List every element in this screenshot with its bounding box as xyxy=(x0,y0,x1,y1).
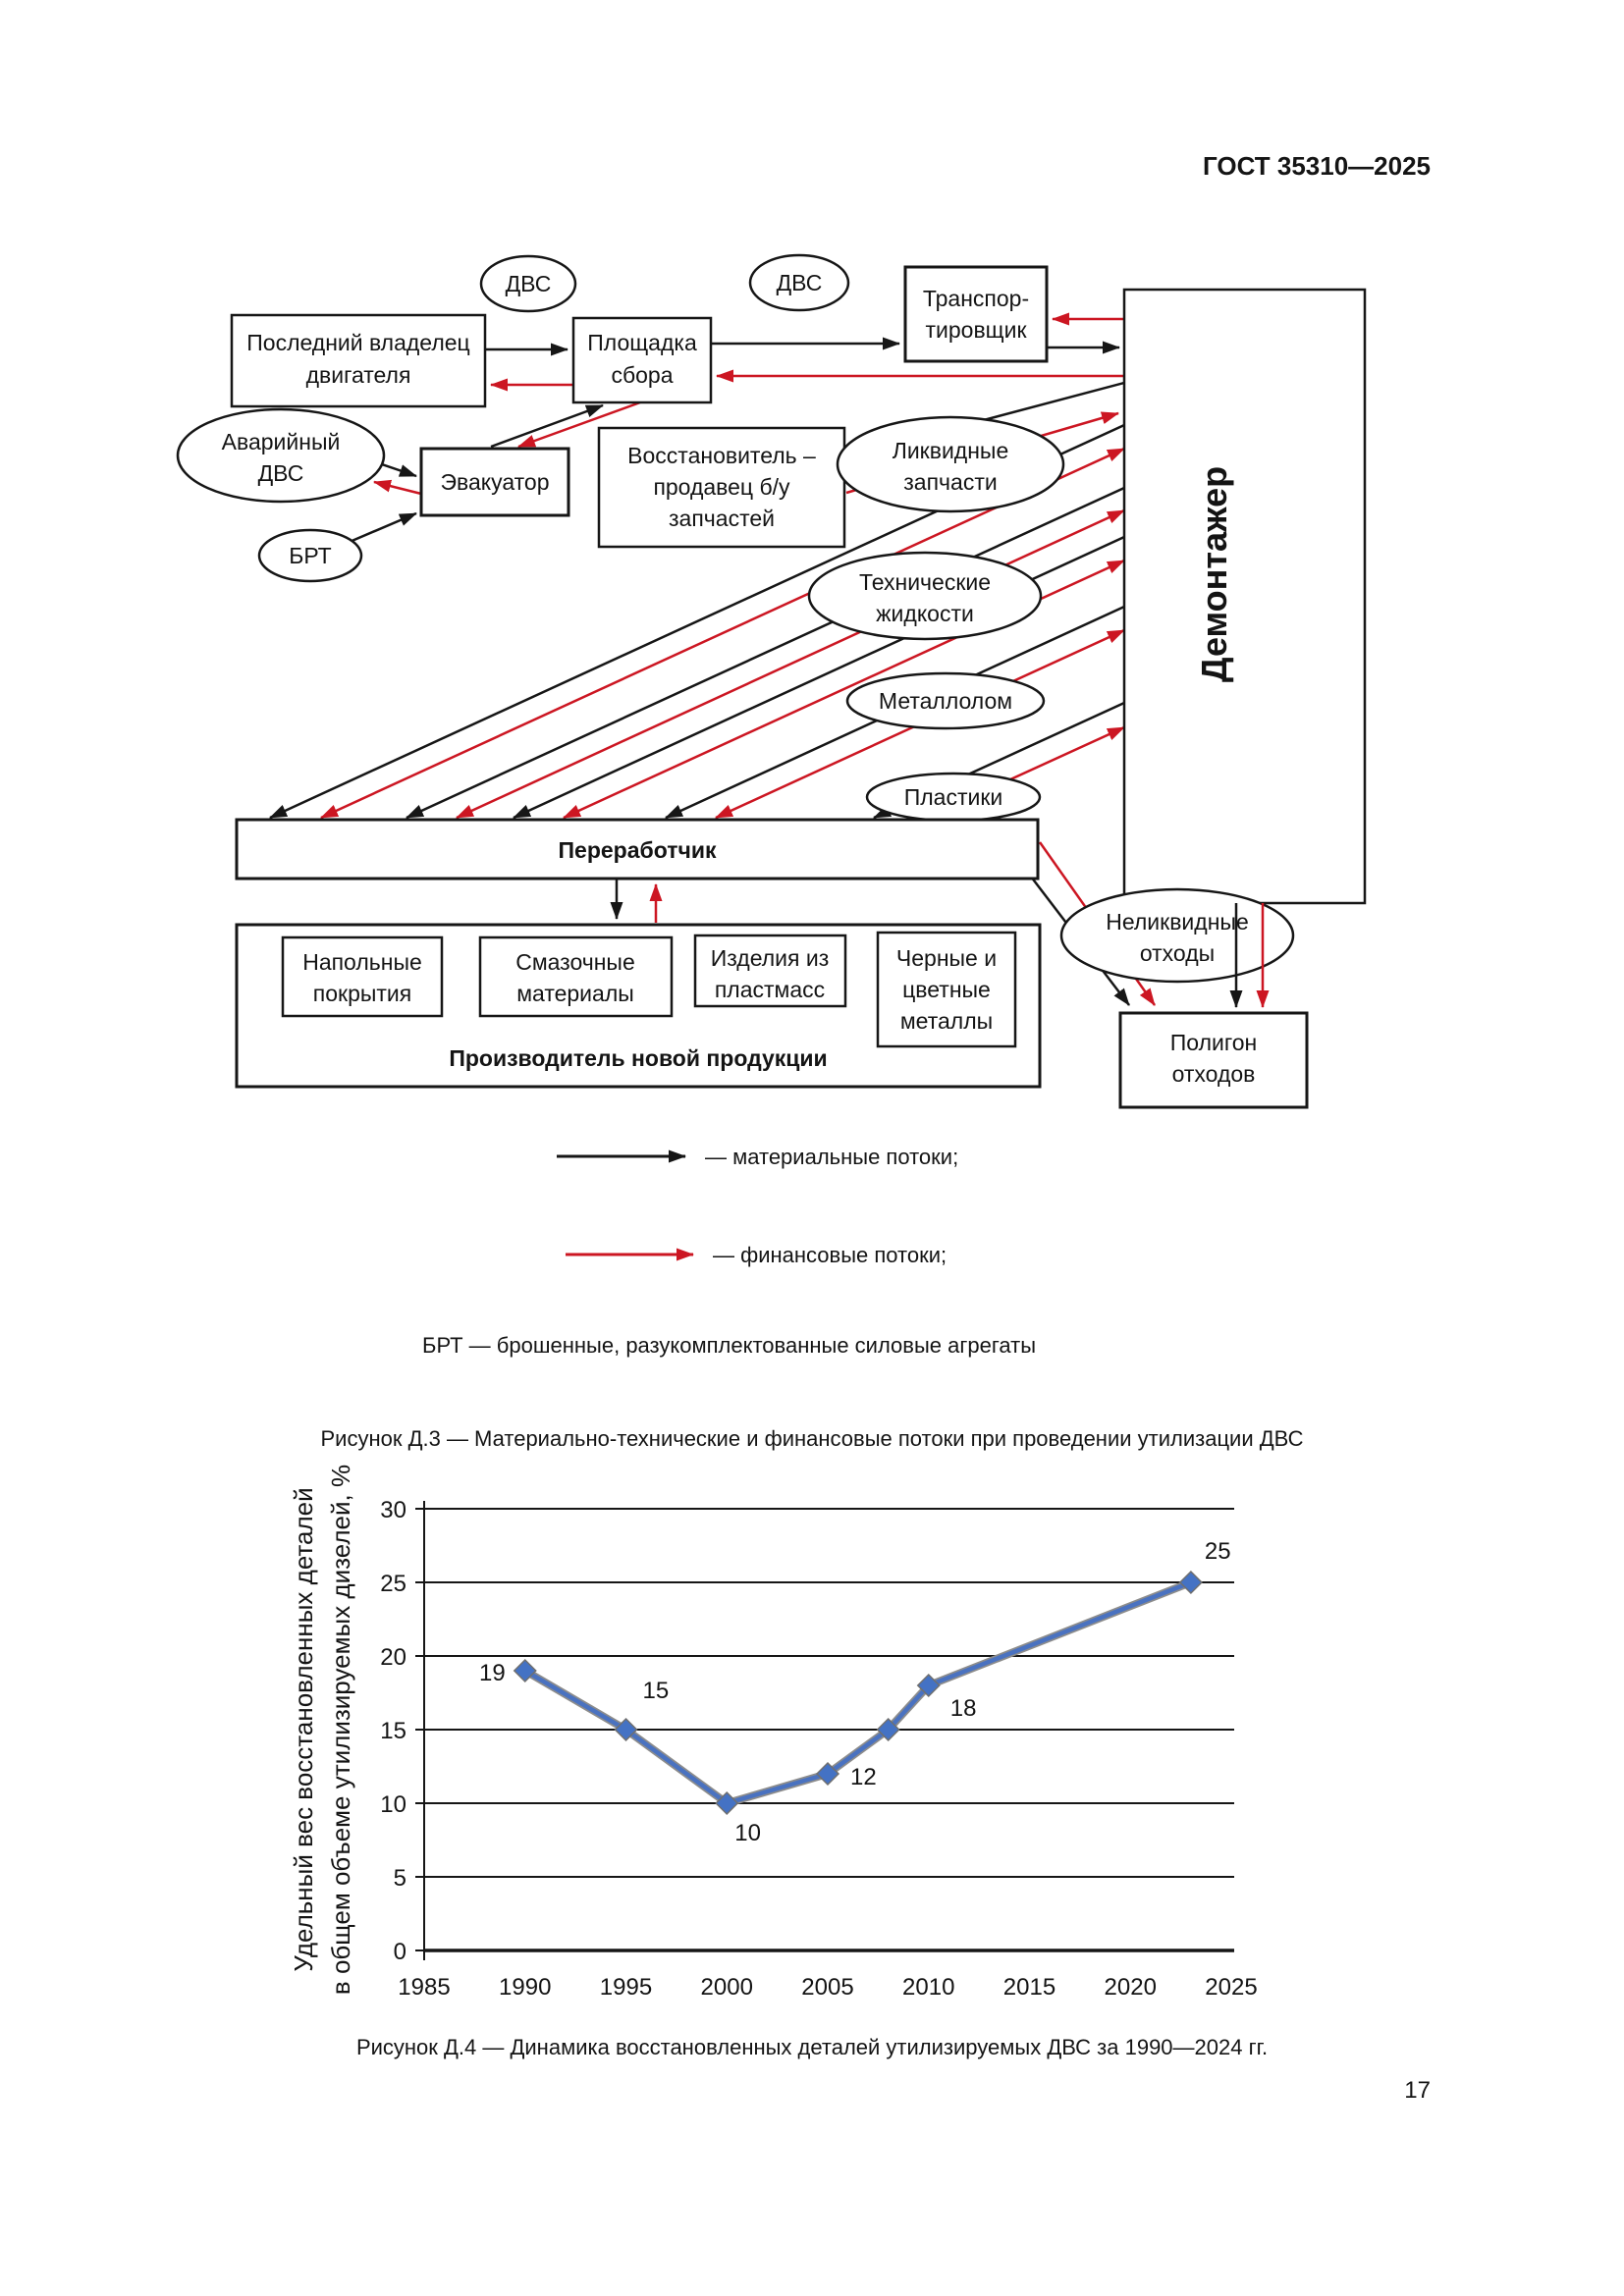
figure-d3-diagram xyxy=(178,255,1365,1107)
label-restorer-1: Восстановитель – xyxy=(627,443,816,468)
fin-stream2 xyxy=(457,510,1124,818)
label-metals-2: цветные xyxy=(902,977,991,1002)
data-label-2023: 25 xyxy=(1204,1538,1231,1565)
label-transporter-1: Транспор- xyxy=(922,286,1030,311)
figure-d3-note: БРТ — брошенные, разукомплектованные силовые агрегаты xyxy=(422,1333,1037,1358)
label-processor: Переработчик xyxy=(558,837,717,863)
label-collection-2: сбора xyxy=(611,362,674,388)
data-label-2000: 10 xyxy=(734,1820,761,1846)
data-label-1995: 15 xyxy=(642,1678,670,1704)
label-plasticprod-2: пластмасс xyxy=(714,977,826,1002)
label-floor-1: Напольные xyxy=(302,949,422,975)
figure-d3-caption: Рисунок Д.3 — Материально-технические и финансовые потоки при проведении утилизации ДВС xyxy=(320,1426,1304,1451)
label-landfill-1: Полигон xyxy=(1169,1030,1258,1055)
label-transporter-2: тировщик xyxy=(925,317,1027,343)
label-scrap: Металлолом xyxy=(878,688,1013,714)
x-tick-label-2005: 2005 xyxy=(801,1974,854,2001)
figure-d4-caption: Рисунок Д.4 — Динамика восстановленных деталей утилизируемых ДВС за 1990—2024 гг. xyxy=(355,2035,1269,2059)
y-tick-label-10: 10 xyxy=(380,1791,406,1818)
page-header: ГОСТ 35310—2025 xyxy=(1203,151,1431,181)
label-liquid-2: запчасти xyxy=(903,469,998,495)
node-last-owner xyxy=(232,315,485,406)
label-fluids-1: Технические xyxy=(858,569,992,595)
label-dvs-top: ДВС xyxy=(505,271,552,296)
label-emergency-1: Аварийный xyxy=(221,429,341,454)
x-tick-label-2025: 2025 xyxy=(1205,1974,1258,2001)
label-last-owner-2: двигателя xyxy=(305,362,411,388)
figure-d4-chart xyxy=(289,1465,1258,2001)
label-illiquid-1: Неликвидные xyxy=(1106,909,1249,934)
node-landfill xyxy=(1120,1013,1307,1107)
label-evacuator: Эвакуатор xyxy=(440,469,550,495)
label-last-owner-1: Последний владелец xyxy=(246,330,470,355)
x-tick-label-2015: 2015 xyxy=(1002,1974,1056,2001)
node-illiquid-waste xyxy=(1061,889,1293,982)
label-producer: Производитель новой продукции xyxy=(449,1045,828,1071)
chart-plot-area xyxy=(380,1497,1257,2001)
node-emergency-dvs xyxy=(178,409,384,502)
x-tick-label-1995: 1995 xyxy=(599,1974,653,2001)
data-label-2010: 18 xyxy=(949,1695,977,1722)
node-dismantler xyxy=(1124,290,1365,903)
legend-material-label: — материальные потоки; xyxy=(705,1145,959,1169)
node-transporter xyxy=(905,267,1047,361)
y-axis-title-line2: в общем объеме утилизируемых дизелей, % xyxy=(326,1464,355,1996)
data-label-2005: 12 xyxy=(850,1764,877,1790)
y-tick-label-25: 25 xyxy=(380,1571,406,1597)
y-tick-label-30: 30 xyxy=(380,1497,406,1523)
label-plasticprod-1: Изделия из xyxy=(710,945,830,971)
label-landfill-2: отходов xyxy=(1171,1061,1256,1087)
y-axis-title-line1: Удельный вес восстановленных деталей xyxy=(289,1487,318,1972)
label-metals-1: Черные и xyxy=(895,945,998,971)
label-brt: БРТ xyxy=(289,543,332,568)
page-number: 17 xyxy=(1404,2077,1431,2104)
label-emergency-2: ДВС xyxy=(257,460,304,486)
label-dismantler: Демонтажер xyxy=(1194,465,1234,683)
data-label-1990: 19 xyxy=(479,1660,506,1686)
label-metals-3: металлы xyxy=(899,1008,994,1034)
legend-financial-label: — финансовые потоки; xyxy=(713,1243,947,1267)
label-floor-2: покрытия xyxy=(312,981,412,1006)
flow-brt-to-evacuator xyxy=(350,513,416,542)
x-tick-label-2010: 2010 xyxy=(902,1974,955,2001)
label-fluids-2: жидкости xyxy=(876,601,974,626)
label-illiquid-2: отходы xyxy=(1139,940,1216,966)
label-restorer-2: продавец б/у xyxy=(653,474,790,500)
data-point-2023 xyxy=(1180,1572,1202,1593)
label-collection-1: Площадка xyxy=(587,330,697,355)
figure-d3-legend xyxy=(557,1145,958,1267)
label-liquid-1: Ликвидные xyxy=(892,438,1009,463)
x-tick-label-2000: 2000 xyxy=(700,1974,753,2001)
node-liquid-parts xyxy=(838,417,1063,511)
financial-flow-lines xyxy=(321,319,1155,1005)
y-tick-label-15: 15 xyxy=(380,1718,406,1744)
label-plastics: Пластики xyxy=(903,784,1003,810)
y-tick-label-0: 0 xyxy=(393,1939,406,1965)
label-lubricants-2: материалы xyxy=(516,981,634,1006)
label-restorer-3: запчастей xyxy=(669,506,775,531)
x-tick-label-1985: 1985 xyxy=(398,1974,451,2001)
x-tick-label-2020: 2020 xyxy=(1104,1974,1157,2001)
flow-evacuator-to-collection xyxy=(491,405,603,447)
label-dvs-mid: ДВС xyxy=(776,270,823,295)
y-tick-label-5: 5 xyxy=(393,1865,406,1892)
label-lubricants-1: Смазочные xyxy=(515,949,635,975)
fin-evacuator-to-emergency xyxy=(374,482,421,494)
y-tick-label-20: 20 xyxy=(380,1644,406,1671)
x-tick-label-1990: 1990 xyxy=(499,1974,552,2001)
